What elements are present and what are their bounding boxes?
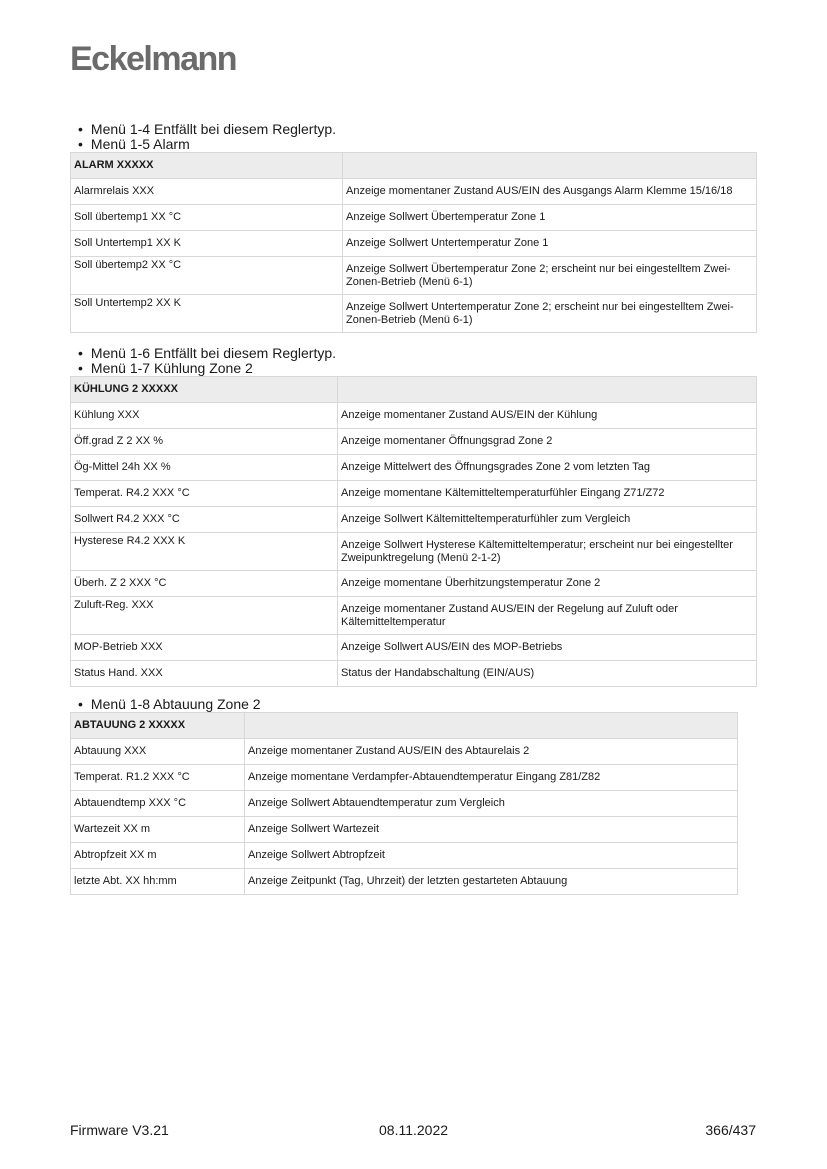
table-header-row [71, 153, 757, 179]
table-cell: Soll Untertemp2 XX K [71, 295, 343, 333]
table-title: KÜHLUNG 2 XXXXX [71, 377, 338, 403]
table-cell: Anzeige momentaner Öffnungsgrad Zone 2 [338, 429, 757, 455]
table-row [71, 295, 757, 333]
table-row [71, 635, 757, 661]
table-row [71, 429, 757, 455]
table-row [71, 869, 738, 895]
table-cell: Anzeige Sollwert Untertemperatur Zone 1 [343, 231, 757, 257]
section-kuehlung [70, 346, 757, 687]
bullet-item: • Menü 1-7 Kühlung Zone 2 [70, 361, 757, 376]
table-row [71, 791, 738, 817]
table-row [71, 507, 757, 533]
table-cell: Anzeige Sollwert Abtauendtemperatur zum Vergleich [245, 791, 738, 817]
table-cell: MOP-Betrieb XXX [71, 635, 338, 661]
table-header-cell [338, 377, 757, 403]
table-cell: Abtauung XXX [71, 739, 245, 765]
table-row [71, 257, 757, 295]
bullet-item: • Menü 1-5 Alarm [70, 137, 757, 152]
section-alarm [70, 122, 757, 333]
table-title: ALARM XXXXX [71, 153, 343, 179]
table-cell: Anzeige momentane Verdampfer-Abtauendtemperatur Eingang Z81/Z82 [245, 765, 738, 791]
table-cell: letzte Abt. XX hh:mm [71, 869, 245, 895]
bullet-list [70, 346, 757, 376]
alarm-table [70, 152, 757, 333]
footer-page-number: 366/437 [705, 1122, 756, 1138]
table-row [71, 179, 757, 205]
table-row [71, 817, 738, 843]
table-cell: Anzeige momentaner Zustand AUS/EIN des Ausgangs Alarm Klemme 15/16/18 [343, 179, 757, 205]
bullet-item: • Menü 1-4 Entfällt bei diesem Reglertyp. [70, 122, 757, 137]
table-cell: Sollwert R4.2 XXX °C [71, 507, 338, 533]
table-cell: Status Hand. XXX [71, 661, 338, 687]
bullet-list [70, 697, 738, 712]
table-cell: Anzeige momentane Überhitzungstemperatur Zone 2 [338, 571, 757, 597]
table-cell: Anzeige momentane Kältemitteltemperaturfühler Eingang Z71/Z72 [338, 481, 757, 507]
footer-date: 08.11.2022 [379, 1122, 449, 1138]
table-header-cell [343, 153, 757, 179]
table-row [71, 597, 757, 635]
table-cell: Anzeige Sollwert Kältemitteltemperaturfühler zum Vergleich [338, 507, 757, 533]
table-cell: Kühlung XXX [71, 403, 338, 429]
table-cell: Abtauendtemp XXX °C [71, 791, 245, 817]
table-cell: Anzeige Sollwert Untertemperatur Zone 2; erscheint nur bei eingestelltem Zwei-Zonen-Betrieb (Menü 6-1) [343, 295, 757, 333]
table-cell: Überh. Z 2 XXX °C [71, 571, 338, 597]
table-row [71, 571, 757, 597]
table-cell: Temperat. R1.2 XXX °C [71, 765, 245, 791]
table-cell: Wartezeit XX m [71, 817, 245, 843]
table-row [71, 231, 757, 257]
table-cell: Abtropfzeit XX m [71, 843, 245, 869]
table-cell: Anzeige Sollwert Wartezeit [245, 817, 738, 843]
table-cell: Hysterese R4.2 XXX K [71, 533, 338, 571]
table-header-cell [245, 713, 738, 739]
bullet-item: • Menü 1-8 Abtauung Zone 2 [70, 697, 738, 712]
table-row [71, 661, 757, 687]
table-title: ABTAUUNG 2 XXXXX [71, 713, 245, 739]
abtauung-table [70, 712, 738, 895]
table-cell: Soll Untertemp1 XX K [71, 231, 343, 257]
table-row [71, 843, 738, 869]
table-cell: Alarmrelais XXX [71, 179, 343, 205]
table-cell: Status der Handabschaltung (EIN/AUS) [338, 661, 757, 687]
table-cell: Soll übertemp2 XX °C [71, 257, 343, 295]
table-cell: Anzeige Mittelwert des Öffnungsgrades Zone 2 vom letzten Tag [338, 455, 757, 481]
section-abtauung [70, 697, 738, 895]
table-cell: Öff.grad Z 2 XX % [71, 429, 338, 455]
table-cell: Anzeige Sollwert Hysterese Kältemitteltemperatur; erscheint nur bei eingestellter Zweipunktregelung (Menü 2-1-2) [338, 533, 757, 571]
table-row [71, 205, 757, 231]
table-row [71, 765, 738, 791]
table-cell: Anzeige momentaner Zustand AUS/EIN des Abtaurelais 2 [245, 739, 738, 765]
bullet-item: • Menü 1-6 Entfällt bei diesem Reglertyp. [70, 346, 757, 361]
footer-firmware: Firmware V3.21 [70, 1122, 169, 1138]
table-cell: Anzeige Sollwert AUS/EIN des MOP-Betriebs [338, 635, 757, 661]
table-row [71, 481, 757, 507]
table-cell: Zuluft-Reg. XXX [71, 597, 338, 635]
table-header-row [71, 377, 757, 403]
table-cell: Ög-Mittel 24h XX % [71, 455, 338, 481]
table-cell: Anzeige Zeitpunkt (Tag, Uhrzeit) der letzten gestarteten Abtauung [245, 869, 738, 895]
bullet-list [70, 122, 757, 152]
table-cell: Anzeige Sollwert Übertemperatur Zone 2; erscheint nur bei eingestelltem Zwei-Zonen-Betrieb (Menü 6-1) [343, 257, 757, 295]
eckelmann-logo: Eckelmann [70, 40, 237, 78]
table-row [71, 403, 757, 429]
table-cell: Temperat. R4.2 XXX °C [71, 481, 338, 507]
table-row [71, 533, 757, 571]
table-row [71, 455, 757, 481]
kuehlung-table [70, 376, 757, 687]
table-cell: Anzeige Sollwert Übertemperatur Zone 1 [343, 205, 757, 231]
table-row [71, 739, 738, 765]
table-cell: Anzeige momentaner Zustand AUS/EIN der Kühlung [338, 403, 757, 429]
table-cell: Anzeige momentaner Zustand AUS/EIN der Regelung auf Zuluft oder Kältemitteltemperatur [338, 597, 757, 635]
table-cell: Anzeige Sollwert Abtropfzeit [245, 843, 738, 869]
table-cell: Soll übertemp1 XX °C [71, 205, 343, 231]
table-header-row [71, 713, 738, 739]
